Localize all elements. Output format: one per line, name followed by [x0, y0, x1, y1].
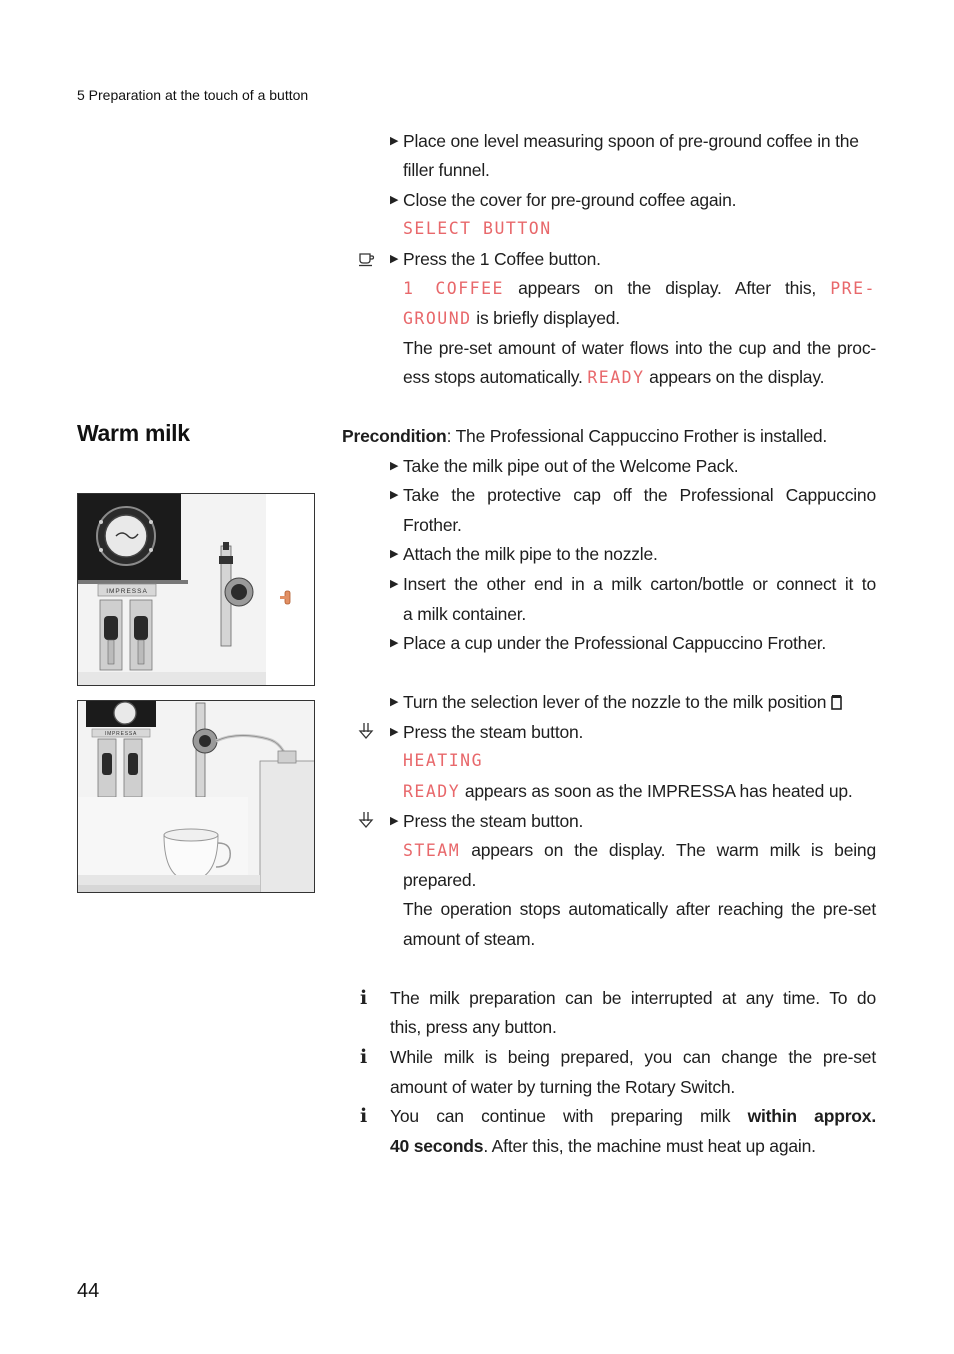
step-text: Close the cover for pre-ground coffee again.	[403, 190, 737, 210]
step-text: Place a cup under the Professional Cappuccino Frother.	[403, 633, 827, 653]
info-note: The milk preparation can be interrupted at any time. To do	[390, 988, 876, 1008]
info-note: While milk is being prepared, you can change the pre-set	[390, 1047, 876, 1067]
coffee-cup-icon	[357, 249, 377, 269]
step-text: Take the protective cap off the Professional Cappuccino	[403, 485, 876, 505]
step-text: Take the milk pipe out of the Welcome Pack.	[403, 456, 739, 476]
bullet-marker: ▶	[390, 726, 399, 738]
info-icon: i	[360, 1105, 368, 1127]
display-message: SELECT BUTTON	[403, 219, 552, 238]
milk-position-icon	[830, 693, 844, 711]
info-note: amount of water by turning the Rotary Switch.	[390, 1077, 736, 1097]
result-line: GROUND is briefly displayed.	[403, 308, 620, 328]
display-message: GROUND	[403, 309, 472, 328]
info-note: this, press any button.	[390, 1017, 557, 1037]
bullet-marker: ▶	[390, 815, 399, 827]
bullet-marker: ▶	[390, 253, 399, 265]
display-message: READY	[587, 368, 645, 387]
section-title: Warm milk	[77, 420, 190, 446]
precondition: Precondition: The Professional Cappuccino Frother is installed.	[342, 426, 828, 446]
steam-icon	[357, 721, 377, 741]
step-text: Place one level measuring spoon of pre-ground coffee in the	[403, 131, 859, 151]
bullet-marker: ▶	[390, 489, 399, 501]
brand-label: IMPRESSA	[104, 731, 138, 737]
info-note: 40 seconds. After this, the machine must heat up again.	[390, 1136, 816, 1156]
step-text: Press the steam button.	[403, 811, 584, 831]
paragraph-line: The pre-set amount of water flows into the cup and the proc-	[403, 338, 876, 358]
result-line: READY appears as soon as the IMPRESSA has heated up.	[403, 781, 853, 801]
step-text: a milk container.	[403, 604, 527, 624]
bullet-marker: ▶	[390, 578, 399, 590]
result-line: 1 COFFEE appears on the display. After this, PRE-	[403, 278, 876, 298]
paragraph-line: The operation stops automatically after reaching the pre-set	[403, 899, 876, 919]
result-line: STEAM appears on the display. The warm milk is being	[403, 840, 876, 860]
chapter-header: 5 Preparation at the touch of a button	[77, 87, 309, 103]
step-text: filler funnel.	[403, 160, 490, 180]
bullet-marker: ▶	[390, 637, 399, 649]
machine-illustration	[78, 494, 315, 686]
machine-illustration	[78, 701, 315, 893]
step-text: Press the 1 Coffee button.	[403, 249, 601, 269]
info-icon: i	[360, 987, 368, 1009]
paragraph-line: ess stops automatically. READY appears on the display.	[403, 367, 825, 387]
bullet-marker: ▶	[390, 460, 399, 472]
bullet-marker: ▶	[390, 194, 399, 206]
step-text: Turn the selection lever of the nozzle to the milk position	[403, 691, 844, 713]
display-message: 1 COFFEE	[403, 279, 504, 298]
info-icon: i	[360, 1046, 368, 1068]
step-text: Press the steam button.	[403, 722, 584, 742]
display-message: STEAM	[403, 841, 461, 860]
step-text: Insert the other end in a milk carton/bottle or connect it to	[403, 574, 876, 594]
display-message: PRE-	[830, 279, 876, 298]
result-line: prepared.	[403, 870, 477, 890]
steam-icon	[357, 810, 377, 830]
illustration-milk-carton	[77, 700, 315, 893]
page-number: 44	[77, 1280, 100, 1302]
display-message: HEATING	[403, 751, 484, 770]
bullet-marker: ▶	[390, 135, 399, 147]
info-note: You can continue with preparing milk within approx.	[390, 1106, 876, 1126]
illustration-nozzle	[77, 493, 315, 686]
brand-label: IMPRESSA	[106, 588, 148, 595]
bullet-marker: ▶	[390, 548, 399, 560]
paragraph-line: amount of steam.	[403, 929, 536, 949]
bullet-marker: ▶	[390, 696, 399, 708]
display-message: READY	[403, 782, 461, 801]
step-text: Frother.	[403, 515, 462, 535]
step-text: Attach the milk pipe to the nozzle.	[403, 544, 658, 564]
